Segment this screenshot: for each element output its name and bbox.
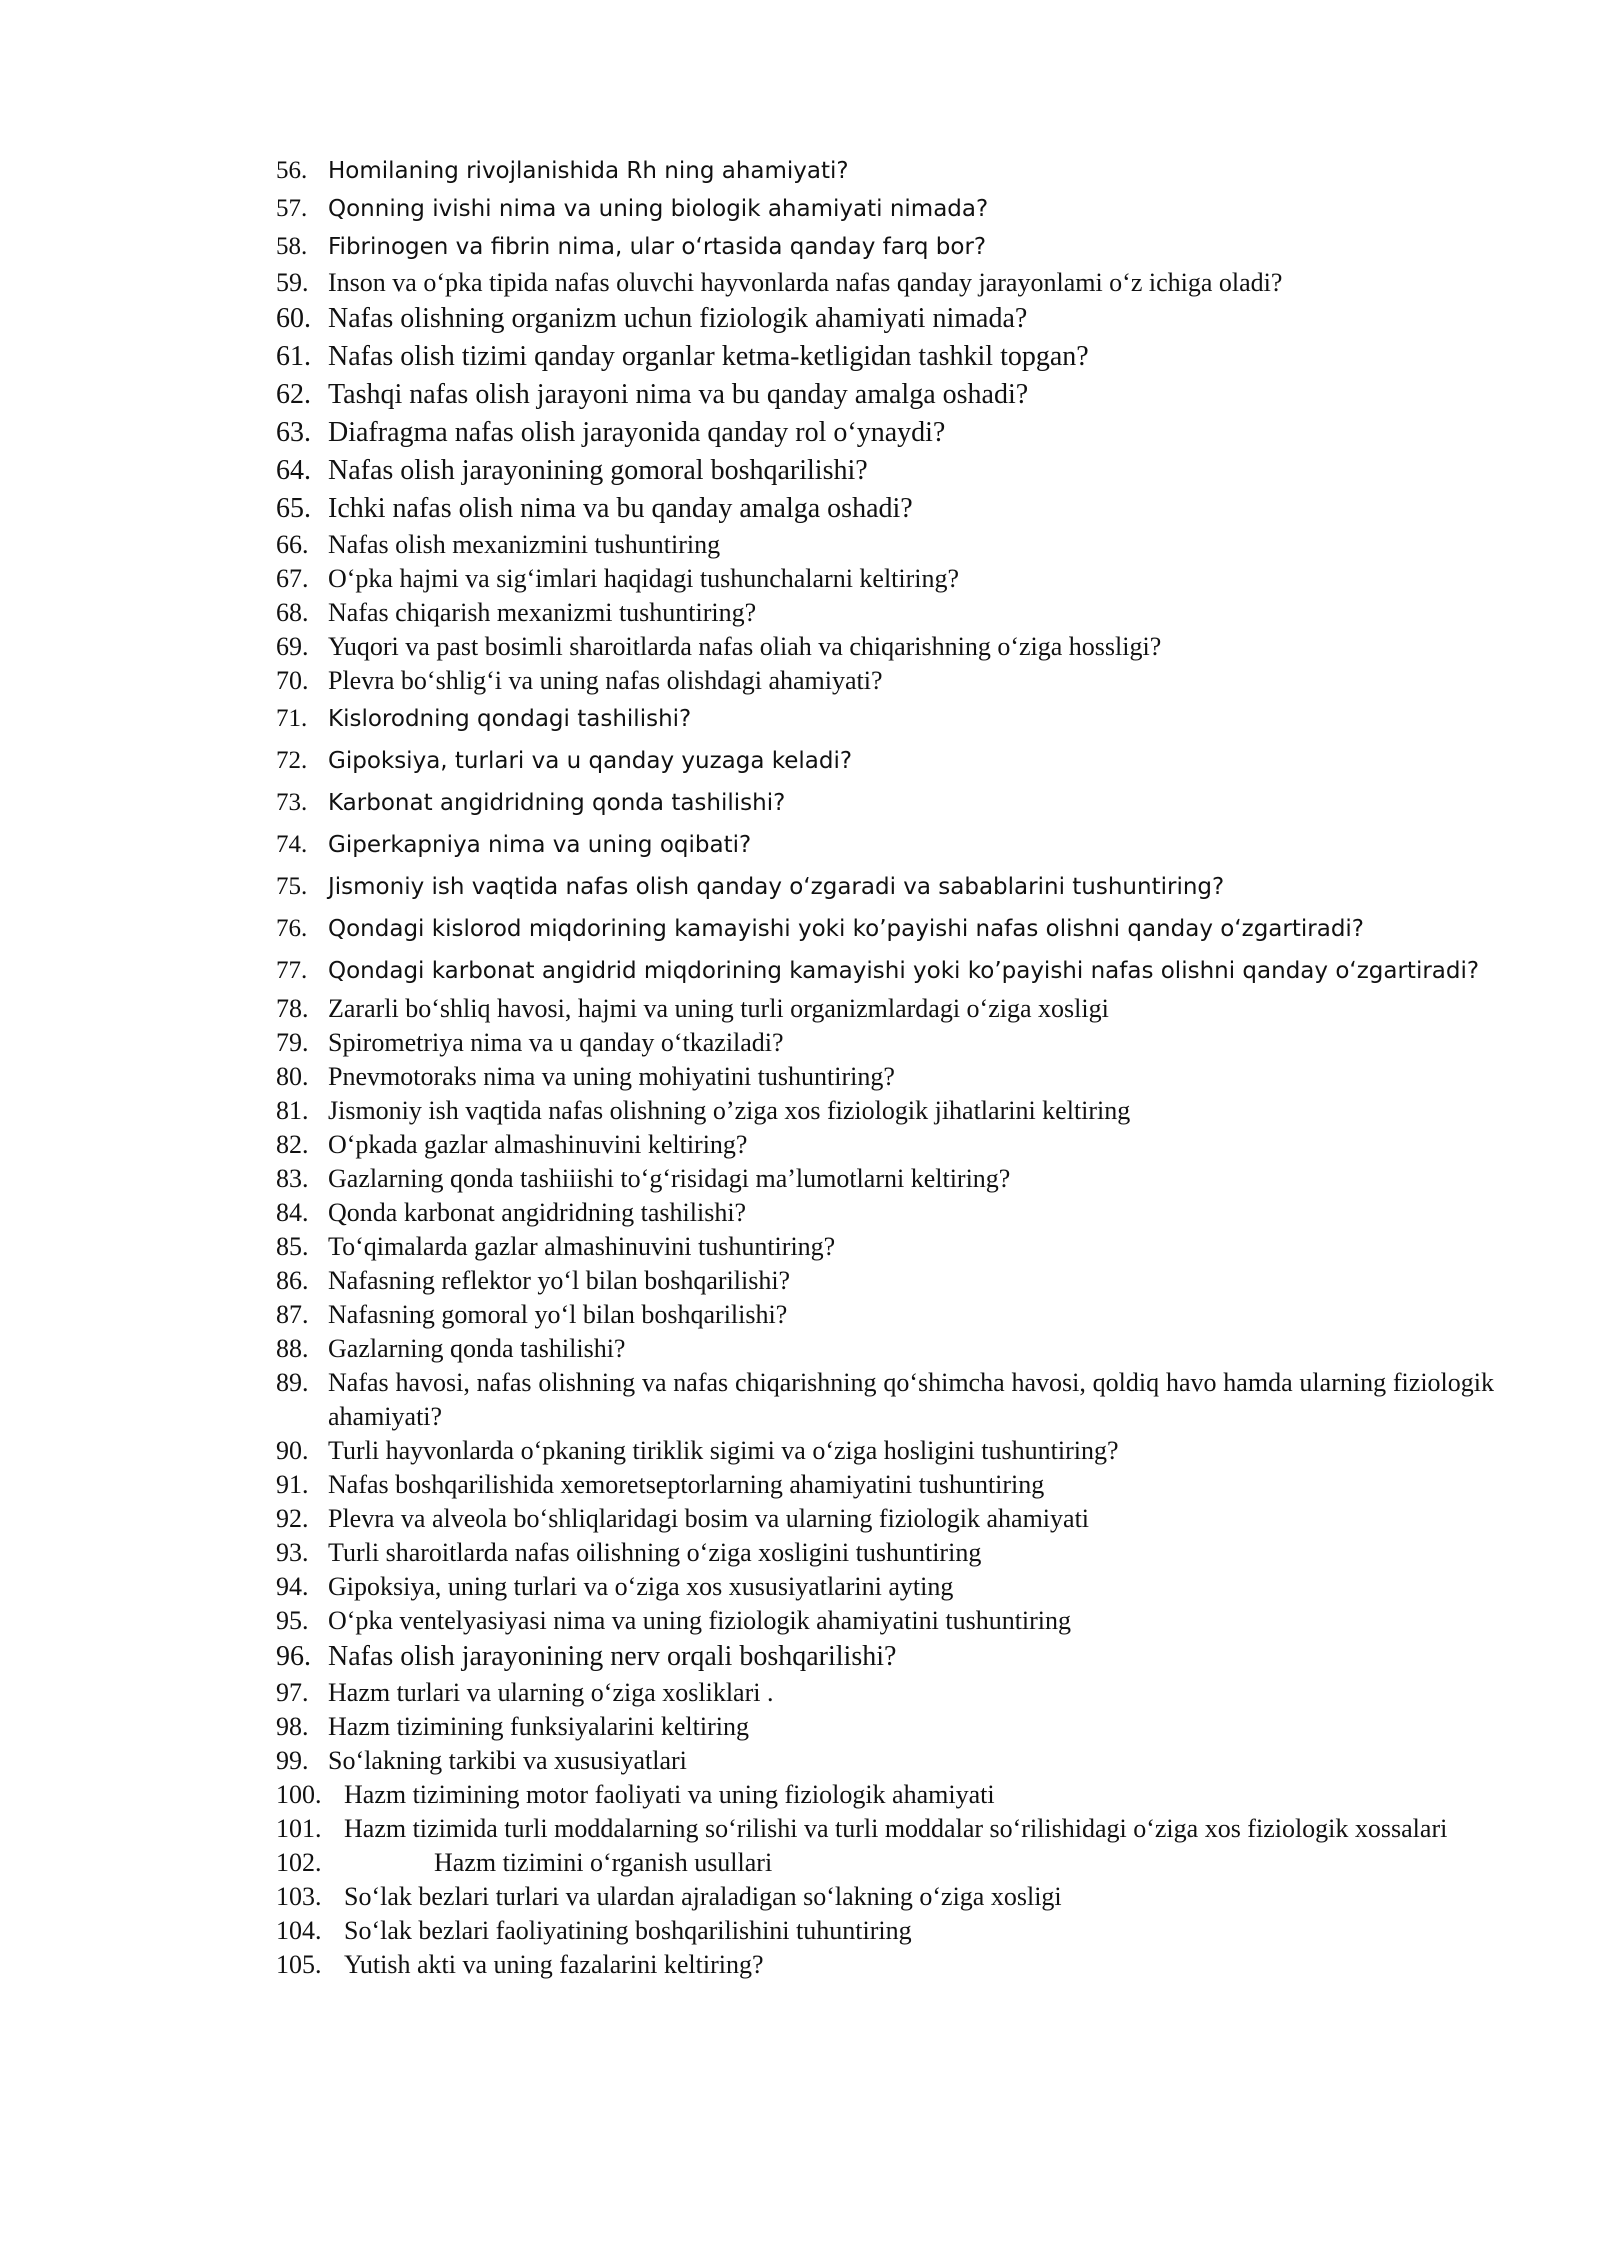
list-item [276, 490, 1494, 528]
question-list [276, 152, 1494, 1982]
item-number: 103. [276, 1882, 322, 1911]
item-number: 67. [276, 564, 309, 593]
item-text: Yutish akti va uning fazalarini keltiring? [344, 1950, 764, 1979]
item-number: 83. [276, 1164, 309, 1193]
item-number: 89. [276, 1368, 309, 1397]
list-item [276, 866, 1494, 908]
item-text: Karbonat angidridning qonda tashilishi? [328, 790, 786, 816]
item-text: Hazm tizimining motor faoliyati va uning fiziologik ahamiyati [344, 1780, 995, 1809]
item-number: 101. [276, 1814, 322, 1843]
item-text: Turli hayvonlarda o‘pkaning tiriklik sigimi va o‘ziga hosligini tushuntiring? [328, 1436, 1119, 1465]
list-item [276, 562, 1494, 596]
list-item [276, 824, 1494, 866]
item-text: So‘lak bezlari faoliyatining boshqarilishini tuhuntiring [344, 1916, 912, 1945]
item-text: Spirometriya nima va u qanday o‘tkaziladi? [328, 1028, 784, 1057]
list-item [276, 950, 1494, 992]
list-item [276, 1502, 1494, 1536]
item-text: Nafas olish mexanizmini tushuntiring [328, 530, 721, 559]
item-text: Nafasning reflektor yo‘l bilan boshqarilishi? [328, 1266, 791, 1295]
item-text: Nafas olish jarayonining gomoral boshqarilishi? [328, 455, 868, 486]
item-text: Qonning ivishi nima va uning biologik ahamiyati nimada? [328, 196, 989, 222]
list-item [276, 740, 1494, 782]
item-text: O‘pka ventelyasiyasi nima va uning fiziologik ahamiyatini tushuntiring [328, 1606, 1072, 1635]
item-text: Nafas chiqarish mexanizmi tushuntiring? [328, 598, 757, 627]
list-item [276, 1778, 1494, 1812]
item-text: Tashqi nafas olish jarayoni nima va bu qanday amalga oshadi? [328, 379, 1029, 410]
list-item [276, 228, 1494, 266]
list-item [276, 1536, 1494, 1570]
item-number: 78. [276, 994, 309, 1023]
item-number: 56. [276, 157, 308, 184]
item-number: 87. [276, 1300, 309, 1329]
item-number: 100. [276, 1780, 322, 1809]
item-number: 73. [276, 789, 308, 816]
list-item [276, 1162, 1494, 1196]
item-text: Qondagi karbonat angidrid miqdorining kamayishi yoki ko’payishi nafas olishni qanday oʻzgartiradi? [328, 958, 1480, 984]
item-number: 81. [276, 1096, 309, 1125]
item-number: 82. [276, 1130, 309, 1159]
item-text: Diafragma nafas olish jarayonida qanday rol o‘ynaydi? [328, 417, 946, 448]
item-text: To‘qimalarda gazlar almashinuvini tushuntiring? [328, 1232, 836, 1261]
item-number: 86. [276, 1266, 309, 1295]
item-number: 79. [276, 1028, 309, 1057]
item-number: 75. [276, 873, 308, 900]
list-item [276, 266, 1494, 300]
item-number: 97. [276, 1678, 309, 1707]
item-number: 65. [276, 493, 311, 524]
item-text: Nafas olish jarayonining nerv orqali boshqarilishi? [328, 1641, 897, 1672]
item-number: 74. [276, 831, 308, 858]
item-text: Pnevmotoraks nima va uning mohiyatini tushuntiring? [328, 1062, 895, 1091]
item-text: So‘lak bezlari turlari va ulardan ajraladigan so‘lakning o‘ziga xosligi [344, 1882, 1062, 1911]
item-number: 77. [276, 957, 308, 984]
item-number: 92. [276, 1504, 309, 1533]
list-item [276, 152, 1494, 190]
list-item [276, 782, 1494, 824]
list-item [276, 1846, 1494, 1880]
item-text: Zararli bo‘shliq havosi, hajmi va uning turli organizmlardagi o‘ziga xosligi [328, 994, 1109, 1023]
list-item [276, 1128, 1494, 1162]
item-number: 69. [276, 632, 309, 661]
list-item [276, 908, 1494, 950]
list-item [276, 376, 1494, 414]
item-text: O‘pka hajmi va sig‘imlari haqidagi tushunchalarni keltiring? [328, 564, 960, 593]
item-text: Homilaning rivojlanishida Rh ning ahamiyati? [328, 158, 849, 184]
list-item [276, 1604, 1494, 1638]
item-number: 102. [276, 1848, 322, 1877]
item-text: Jismoniy ish vaqtida nafas olishning o’ziga xos fiziologik jihatlarini keltiring [328, 1096, 1131, 1125]
item-number: 91. [276, 1470, 309, 1499]
item-number: 88. [276, 1334, 309, 1363]
item-number: 93. [276, 1538, 309, 1567]
item-text: Giperkapniya nima va uning oqibati? [328, 832, 752, 858]
list-item [276, 1366, 1494, 1434]
item-number: 63. [276, 417, 311, 448]
list-item [276, 630, 1494, 664]
item-number: 60. [276, 303, 311, 334]
list-item [276, 338, 1494, 376]
item-number: 105. [276, 1950, 322, 1979]
list-item [276, 1434, 1494, 1468]
item-number: 66. [276, 530, 309, 559]
item-text: Yuqori va past bosimli sharoitlarda nafas oliah va chiqarishning o‘ziga hossligi? [328, 632, 1162, 661]
item-text: Plevra va alveola bo‘shliqlaridagi bosim va ularning fiziologik ahamiyati [328, 1504, 1090, 1533]
item-text: Qonda karbonat angidridning tashilishi? [328, 1198, 747, 1227]
list-item [276, 528, 1494, 562]
item-number: 68. [276, 598, 309, 627]
item-text: Hazm turlari va ularning o‘ziga xosliklari . [328, 1678, 774, 1707]
item-number: 84. [276, 1198, 309, 1227]
item-number: 57. [276, 195, 308, 222]
item-text: Nafas olishning organizm uchun fiziologik ahamiyati nimada? [328, 303, 1028, 334]
item-text: Gazlarning qonda tashilishi? [328, 1334, 626, 1363]
list-item [276, 698, 1494, 740]
item-text: Nafas boshqarilishida xemoretseptorlarning ahamiyatini tushuntiring [328, 1470, 1045, 1499]
item-number: 64. [276, 455, 311, 486]
item-text: Inson va o‘pka tipida nafas oluvchi hayvonlarda nafas qanday jarayonlami o‘z ichiga oladi? [328, 268, 1283, 297]
item-text: Nafasning gomoral yo‘l bilan boshqarilishi? [328, 1300, 788, 1329]
item-number: 99. [276, 1746, 309, 1775]
item-number: 95. [276, 1606, 309, 1635]
list-item [276, 1060, 1494, 1094]
list-item [276, 1710, 1494, 1744]
list-item [276, 1638, 1494, 1676]
item-number: 62. [276, 379, 311, 410]
item-number: 80. [276, 1062, 309, 1091]
list-item [276, 1570, 1494, 1604]
list-item [276, 1264, 1494, 1298]
list-item [276, 1230, 1494, 1264]
list-item [276, 1880, 1494, 1914]
item-number: 58. [276, 233, 308, 260]
list-item [276, 1468, 1494, 1502]
item-number: 70. [276, 666, 309, 695]
list-item [276, 1744, 1494, 1778]
item-text: Fibrinogen va fibrin nima, ular oʻrtasida qanday farq bor? [328, 234, 987, 260]
item-number: 94. [276, 1572, 309, 1601]
item-number: 85. [276, 1232, 309, 1261]
item-text: Ichki nafas olish nima va bu qanday amalga oshadi? [328, 493, 913, 524]
list-item [276, 190, 1494, 228]
item-text: Hazm tizimida turli moddalarning so‘rilishi va turli moddalar so‘rilishidagi o‘ziga xos fiziologik xossalari [344, 1814, 1448, 1843]
item-number: 71. [276, 705, 308, 732]
item-number: 98. [276, 1712, 309, 1741]
list-item [276, 414, 1494, 452]
item-text: Qondagi kislorod miqdorining kamayishi yoki ko’payishi nafas olishni qanday oʻzgartiradi? [328, 916, 1365, 942]
list-item [276, 1298, 1494, 1332]
item-text: Hazm tizimini o‘rganish usullari [434, 1848, 773, 1877]
item-text: Hazm tizimining funksiyalarini keltiring [328, 1712, 749, 1741]
list-item [276, 1812, 1494, 1846]
list-item [276, 664, 1494, 698]
item-number: 90. [276, 1436, 309, 1465]
list-item [276, 1676, 1494, 1710]
item-text: Nafas olish tizimi qanday organlar ketma-ketligidan tashkil topgan? [328, 341, 1089, 372]
item-text: Gazlarning qonda tashiiishi to‘g‘risidagi ma’lumotlarni keltiring? [328, 1164, 1011, 1193]
list-item [276, 300, 1494, 338]
list-item [276, 452, 1494, 490]
item-text: Gipoksiya, turlari va u qanday yuzaga keladi? [328, 748, 853, 774]
item-number: 104. [276, 1916, 322, 1945]
item-text: Turli sharoitlarda nafas oilishning o‘ziga xosligini tushuntiring [328, 1538, 982, 1567]
item-text: Nafas havosi, nafas olishning va nafas chiqarishning qo‘shimcha havosi, qoldiq havo hamda ularning fiziologik ahamiyati? [328, 1368, 1494, 1431]
item-text: Jismoniy ish vaqtida nafas olish qanday o‘zgaradi va sabablarini tushuntiring? [328, 874, 1225, 900]
item-number: 59. [276, 268, 309, 297]
item-number: 72. [276, 747, 308, 774]
list-item [276, 1914, 1494, 1948]
list-item [276, 596, 1494, 630]
item-number: 76. [276, 915, 308, 942]
list-item [276, 1094, 1494, 1128]
item-text: So‘lakning tarkibi va xususiyatlari [328, 1746, 687, 1775]
list-item [276, 1332, 1494, 1366]
item-number: 61. [276, 341, 311, 372]
item-text: O‘pkada gazlar almashinuvini keltiring? [328, 1130, 748, 1159]
item-number: 96. [276, 1641, 311, 1672]
item-text: Gipoksiya, uning turlari va o‘ziga xos xususiyatlarini ayting [328, 1572, 954, 1601]
item-text: Kislorodning qondagi tashilishi? [328, 706, 692, 732]
list-item [276, 992, 1494, 1026]
list-item [276, 1026, 1494, 1060]
list-item [276, 1196, 1494, 1230]
item-text: Plevra bo‘shlig‘i va uning nafas olishdagi ahamiyati? [328, 666, 883, 695]
list-item [276, 1948, 1494, 1982]
